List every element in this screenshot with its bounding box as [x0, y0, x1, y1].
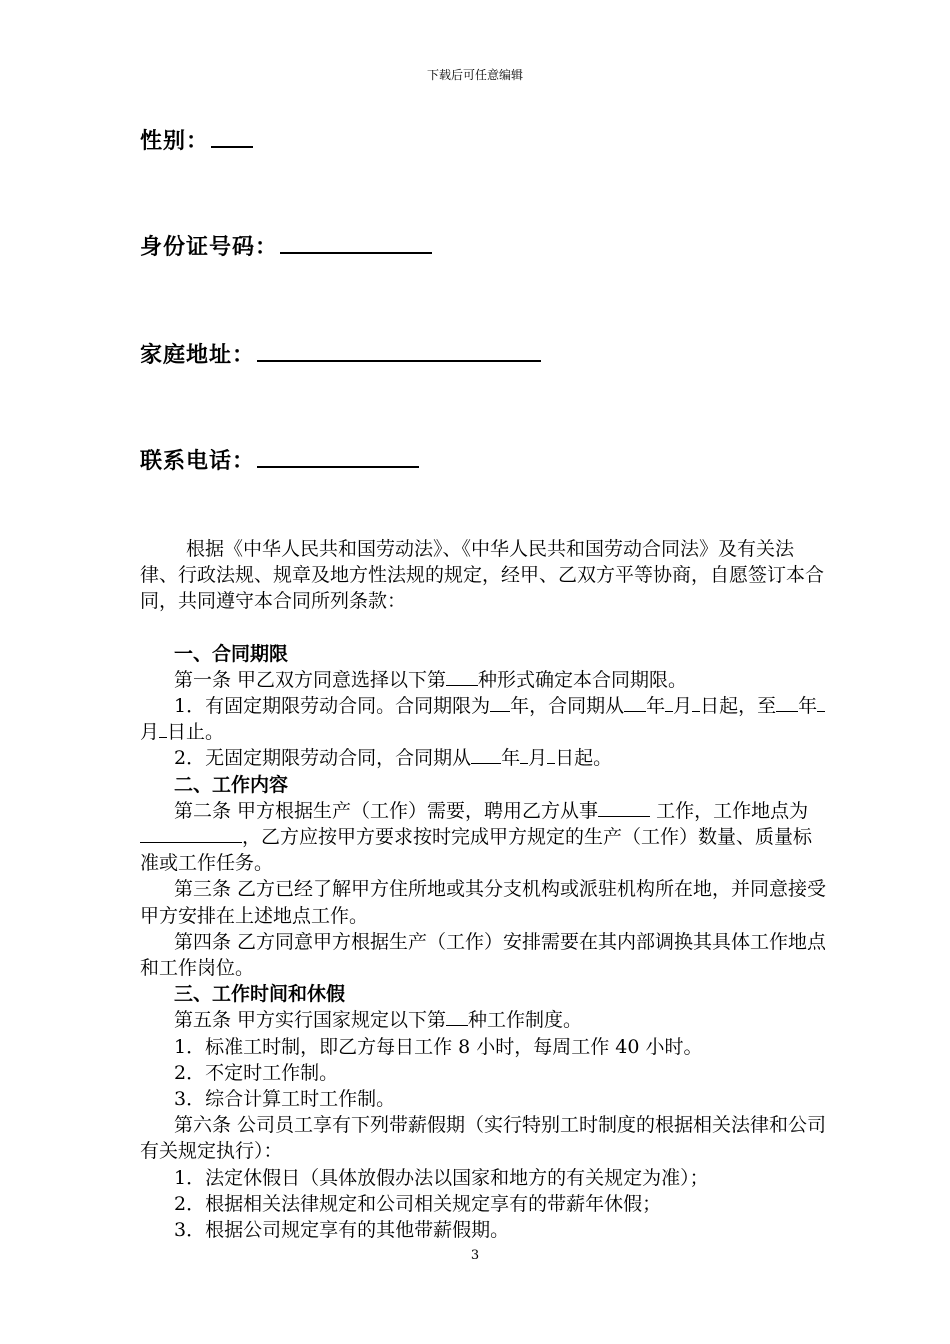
section-heading: 二、工作内容 — [174, 773, 289, 796]
article-5-item-1: 1．标准工时制，即乙方每日工作 8 小时，每周工作 40 小时。 — [174, 1035, 703, 1058]
page-header: 下载后可任意编辑 — [426, 68, 523, 82]
page-number: 3 — [470, 1248, 480, 1263]
gender-label: 性别： — [140, 129, 210, 154]
address-label: 家庭地址： — [140, 343, 256, 368]
article-6-item-1: 1．法定休假日（具体放假办法以国家和地方的有关规定为准）； — [174, 1166, 709, 1189]
article-3: 第三条 乙方已经了解甲方住所地或其分支机构或派驻机构所在地，并同意接受甲方安排在上述地点工作。 — [140, 878, 827, 927]
address-blank — [257, 338, 541, 362]
gender-blank — [211, 124, 253, 148]
article-2: 第二条 甲方根据生产（工作）需要，聘用乙方从事 工作，工作地点为，乙方应按甲方要求按时完成甲方规定的生产（工作）数量、质量标准或工作任务。 — [140, 799, 813, 875]
gender-field — [140, 124, 253, 155]
article-6-item-2: 2．根据相关法律规定和公司相关规定享有的带薪年休假； — [174, 1192, 662, 1215]
id-number-blank — [280, 230, 432, 254]
intro-paragraph: 根据《中华人民共和国劳动法》、《中华人民共和国劳动合同法》及有关法律、行政法规、规章及地方性法规的规定，经甲、乙双方平等协商，自愿签订本合同，共同遵守本合同所列条款： — [140, 538, 825, 613]
address-field — [140, 338, 541, 369]
id-number-field — [140, 230, 432, 261]
section-heading: 三、工作时间和休假 — [174, 983, 346, 1006]
contract-body — [140, 536, 830, 1243]
section-heading: 一、合同期限 — [174, 642, 289, 665]
article-6: 第六条 公司员工享有下列带薪假期（实行特别工时制度的根据相关法律和公司有关规定执行）： — [140, 1114, 827, 1163]
phone-field — [140, 444, 419, 475]
article-5-item-3: 3．综合计算工时工作制。 — [174, 1088, 396, 1111]
phone-blank — [257, 444, 419, 468]
article-5-item-2: 2．不定时工作制。 — [174, 1061, 339, 1084]
article-5: 第五条 甲方实行国家规定以下第 种工作制度。 — [174, 1009, 583, 1032]
article-1: 第一条 甲乙双方同意选择以下第 种形式确定本合同期限。 — [174, 668, 688, 691]
phone-label: 联系电话： — [140, 449, 256, 474]
article-1-item-2: 2．无固定期限劳动合同，合同期从 年 月 日起。 — [174, 747, 613, 770]
article-6-item-3: 3．根据公司规定享有的其他带薪假期。 — [174, 1219, 510, 1242]
article-1-item-1: 1．有固定期限劳动合同。合同期限为 年，合同期从 年 月 日起，至 年月 日止。 — [140, 693, 830, 745]
id-number-label: 身份证号码： — [140, 235, 279, 260]
article-4: 第四条 乙方同意甲方根据生产（工作）安排需要在其内部调换其具体工作地点和工作岗位。 — [140, 930, 827, 980]
